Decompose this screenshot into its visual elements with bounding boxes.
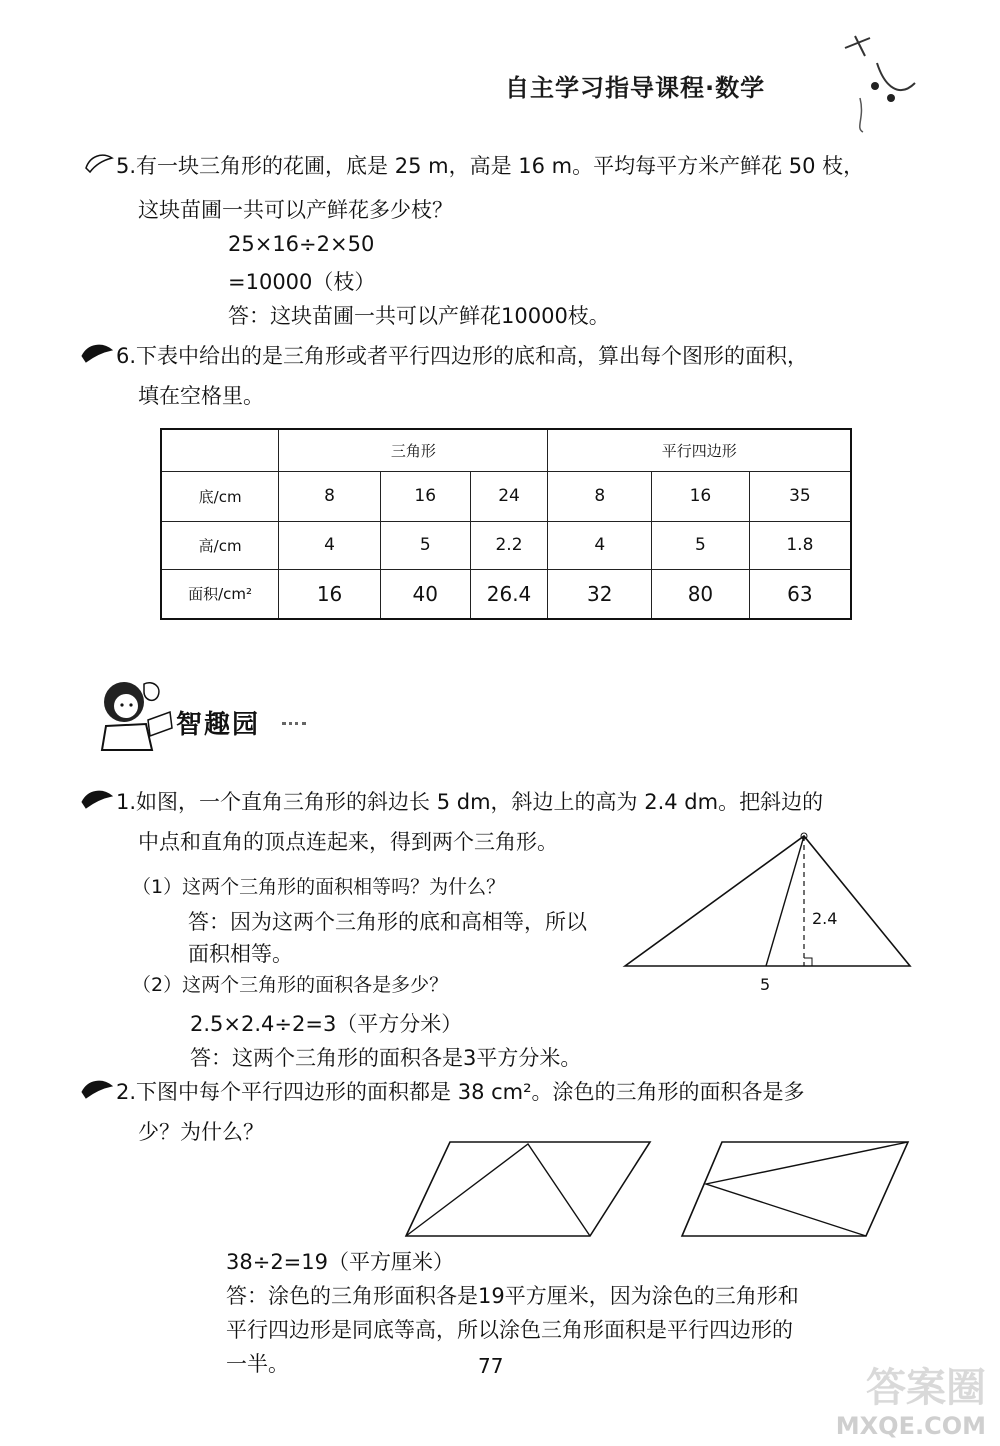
table-cell: 35 [749, 471, 851, 521]
q5-text-line2: 这块苗圃一共可以产鲜花多少枝？ [138, 198, 453, 222]
row-header-area: 面积/cm² [161, 569, 279, 619]
table-cell: 32 [548, 569, 652, 619]
table-row [161, 569, 851, 619]
q5-work-line2: =10000（枝） [228, 270, 376, 294]
table-cell: 8 [279, 471, 381, 521]
section-dots [282, 722, 306, 725]
p1-sub1: （1）这两个三角形的面积相等吗？为什么？ [132, 876, 506, 898]
p2-text-line1: 2.下图中每个平行四边形的面积都是 38 cm²。涂色的三角形的面积各是多 [116, 1080, 805, 1104]
q5-answer: 答：这块苗圃一共可以产鲜花10000枝。 [228, 304, 610, 328]
table-cell: 16 [380, 471, 470, 521]
table-cell: 5 [652, 521, 750, 569]
header-decoration [815, 28, 925, 138]
leaf-bullet-icon [78, 1074, 116, 1102]
table-cell: 26.4 [470, 569, 548, 619]
table-cell: 4 [548, 521, 652, 569]
q5-work-line1: 25×16÷2×50 [228, 232, 375, 256]
table-cell: 8 [548, 471, 652, 521]
page-number: 77 [478, 1354, 504, 1378]
p1-text-line2: 中点和直角的顶点连起来，得到两个三角形。 [138, 830, 558, 854]
section-title: 智趣园 [176, 710, 261, 740]
leaf-bullet-icon [78, 338, 116, 366]
leaf-bullet-icon [82, 148, 116, 176]
table-cell: 63 [749, 569, 851, 619]
figure-height-label: 2.4 [812, 909, 838, 928]
p2-answer-line1: 答：涂色的三角形面积各是19平方厘米，因为涂色的三角形和 [226, 1284, 799, 1308]
p1-sub1-answer-line1: 答：因为这两个三角形的底和高相等，所以 [188, 910, 587, 934]
p1-sub2: （2）这两个三角形的面积各是多少？ [132, 974, 449, 996]
p1-sub2-answer: 答：这两个三角形的面积各是3平方分米。 [190, 1046, 582, 1070]
q6-text-line1: 6.下表中给出的是三角形或者平行四边形的底和高，算出每个图形的面积， [116, 344, 809, 368]
table-row [161, 471, 851, 521]
parallelograms-figure [400, 1136, 920, 1246]
row-header-base: 底/cm [161, 471, 279, 521]
table-cell: 1.8 [749, 521, 851, 569]
group-header-triangle: 三角形 [279, 429, 548, 471]
watermark-url: MXQE.COM [835, 1412, 986, 1440]
figure-base-label: 5 [760, 975, 771, 994]
header-title: 自主学习指导课程·数学 [505, 74, 766, 102]
table-cell: 2.2 [470, 521, 548, 569]
group-header-parallelogram: 平行四边形 [548, 429, 851, 471]
table-corner [161, 429, 279, 471]
table-cell: 80 [652, 569, 750, 619]
row-header-height: 高/cm [161, 521, 279, 569]
p1-sub1-answer-line2: 面积相等。 [188, 942, 293, 966]
p2-answer-line2: 平行四边形是同底等高，所以涂色三角形面积是平行四边形的 [226, 1318, 793, 1342]
girl-reading-icon [86, 676, 176, 756]
p2-text-line2: 少？为什么？ [138, 1120, 264, 1144]
table-cell: 5 [380, 521, 470, 569]
table-row [161, 521, 851, 569]
watermark-logo: 答案圈 [866, 1365, 986, 1411]
table-cell: 4 [279, 521, 381, 569]
table-cell: 40 [380, 569, 470, 619]
table-cell: 16 [652, 471, 750, 521]
p1-sub2-work: 2.5×2.4÷2=3（平方分米） [190, 1012, 463, 1036]
p1-text-line1: 1.如图，一个直角三角形的斜边长 5 dm，斜边上的高为 2.4 dm。把斜边的 [116, 790, 824, 814]
table-cell: 24 [470, 471, 548, 521]
leaf-bullet-icon [78, 784, 116, 812]
q5-text-line1: 5.有一块三角形的花圃，底是 25 m，高是 16 m。平均每平方米产鲜花 50 枝， [116, 154, 865, 178]
table-cell: 16 [279, 569, 381, 619]
q6-text-line2: 填在空格里。 [138, 384, 264, 408]
area-table [160, 428, 852, 620]
p2-answer-line3: 一半。 [226, 1352, 289, 1376]
right-triangle-figure [620, 826, 915, 1001]
p2-work: 38÷2=19（平方厘米） [226, 1250, 454, 1274]
